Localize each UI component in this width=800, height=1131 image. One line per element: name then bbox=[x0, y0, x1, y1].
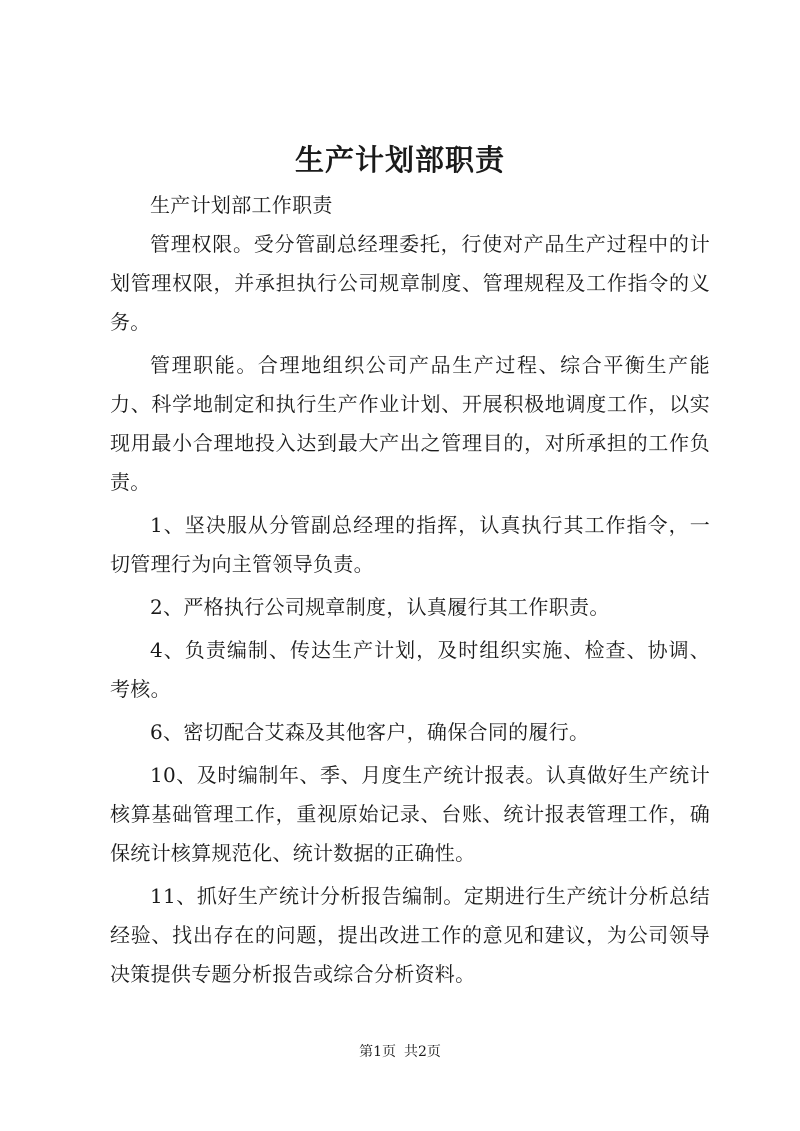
document-body bbox=[110, 186, 710, 994]
page-number-current: 第1页 bbox=[359, 1044, 396, 1060]
paragraph-item-6: 6、密切配合艾森及其他客户，确保合同的履行。 bbox=[150, 720, 590, 744]
paragraph-subtitle: 生产计划部工作职责 bbox=[150, 193, 333, 217]
document-title: 生产计划部职责 bbox=[294, 143, 505, 177]
paragraph-authority: 管理权限。受分管副总经理委托，行使对产品生产过程中的计划管理权限，并承担执行公司规章制度、管理规程及工作指令的义务。 bbox=[110, 232, 710, 334]
paragraph-function: 管理职能。合理地组织公司产品生产过程、综合平衡生产能力、科学地制定和执行生产作业计划、开展积极地调度工作，以实现用最小合理地投入达到最大产出之管理目的，对所承担的工作负责。 bbox=[110, 353, 710, 494]
page-number-total: 共2页 bbox=[404, 1044, 441, 1060]
paragraph-item-10: 10、及时编制年、季、月度生产统计报表。认真做好生产统计核算基础管理工作，重视原始记录、台账、统计报表管理工作，确保统计核算规范化、统计数据的正确性。 bbox=[110, 763, 710, 865]
paragraph-item-4: 4、负责编制、传达生产计划，及时组织实施、检查、协调、考核。 bbox=[110, 638, 710, 701]
page-footer bbox=[0, 1042, 800, 1062]
paragraph-item-2: 2、严格执行公司规章制度，认真履行其工作职责。 bbox=[150, 595, 610, 619]
paragraph-item-1: 1、坚决服从分管副总经理的指挥，认真执行其工作指令，一切管理行为向主管领导负责。 bbox=[110, 513, 710, 576]
paragraph-item-11: 11、抓好生产统计分析报告编制。定期进行生产统计分析总结经验、找出存在的问题，提出改进工作的意见和建议，为公司领导决策提供专题分析报告或综合分析资料。 bbox=[110, 884, 710, 986]
